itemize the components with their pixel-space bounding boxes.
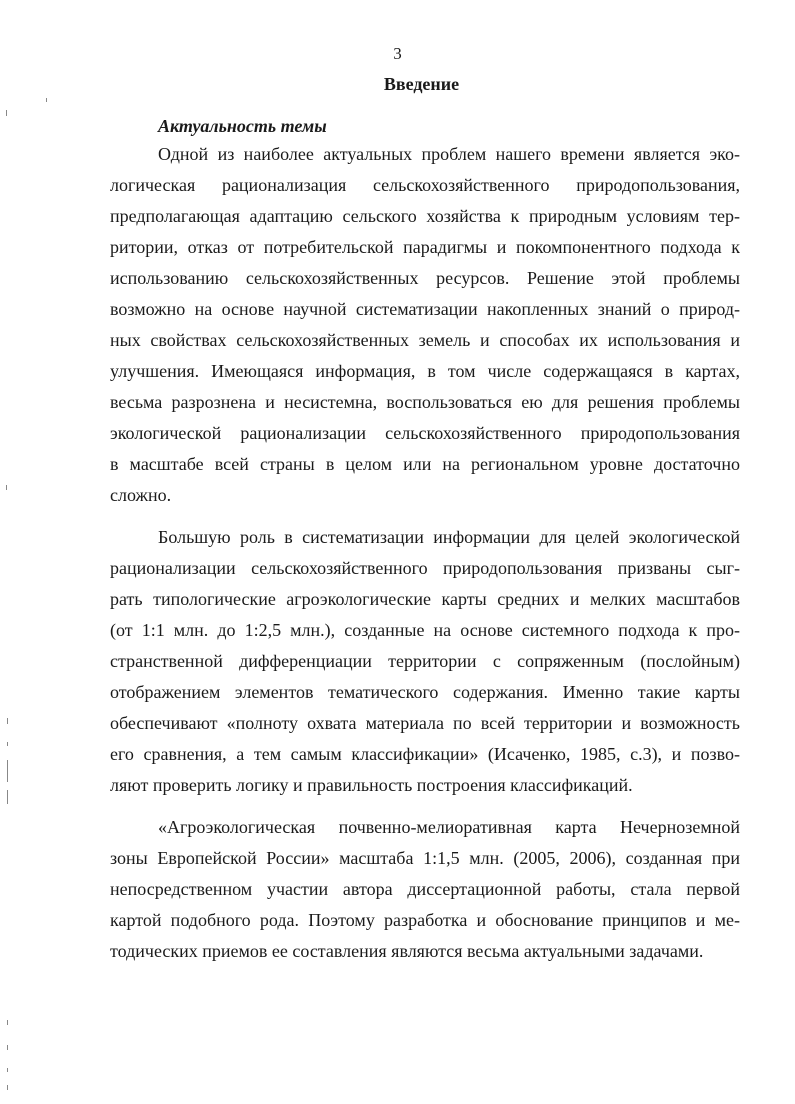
text-line: странственной дифференциации территории с сопряженным (послойным) [110, 651, 740, 671]
text-line: «Агроэкологическая почвенно-мелиоративная карта Нечерноземной [158, 817, 740, 837]
text-line: экологической рационализации сельскохозяйственного природопользования [110, 423, 740, 443]
scan-mark [6, 485, 7, 490]
subheading: Актуальность темы [158, 116, 327, 136]
page-number: 3 [393, 44, 402, 63]
scan-mark [7, 790, 8, 804]
scan-mark [7, 1045, 8, 1050]
paragraph-1 [110, 139, 740, 511]
text-line: картой подобного рода. Поэтому разработка и обоснование принципов и ме- [110, 910, 740, 930]
text-line: логическая рационализация сельскохозяйственного природопользования, [110, 175, 740, 195]
scan-mark [6, 110, 7, 116]
text-line: предполагающая адаптацию сельского хозяйства к природным условиям тер- [110, 206, 740, 226]
scan-mark [7, 1068, 8, 1072]
text-line: использованию сельскохозяйственных ресурсов. Решение этой проблемы [110, 268, 740, 288]
text-line: сложно. [110, 485, 172, 505]
text-line: ритории, отказ от потребительской парадигмы и покомпонентного подхода к [110, 237, 740, 257]
section-heading: Введение [383, 74, 460, 94]
text-line: ляют проверить логику и правильность построения классификаций. [110, 775, 633, 795]
scan-mark [7, 742, 8, 746]
text-line: отображением элементов тематического содержания. Именно такие карты [110, 682, 740, 702]
scan-mark [7, 760, 8, 782]
text-line: рать типологические агроэкологические карты средних и мелких масштабов [110, 589, 740, 609]
text-line: обеспечивают «полноту охвата материала по всей территории и возможность [110, 713, 740, 733]
text-line: (от 1:1 млн. до 1:2,5 млн.), созданные на основе системного подхода к про- [110, 620, 740, 640]
scan-mark [46, 98, 47, 102]
text-line: улучшения. Имеющаяся информация, в том числе содержащаяся в картах, [110, 361, 740, 381]
text-line: рационализации сельскохозяйственного природопользования призваны сыг- [110, 558, 740, 578]
scan-mark [7, 1085, 8, 1090]
scan-mark [7, 718, 8, 724]
paragraph-2 [110, 522, 740, 801]
text-line: зоны Европейской России» масштаба 1:1,5 млн. (2005, 2006), созданная при [110, 848, 740, 868]
scan-mark [7, 1020, 8, 1025]
paragraph-3 [110, 812, 740, 967]
text-line: возможно на основе научной систематизации накопленных знаний о природ- [110, 299, 740, 319]
text-line: непосредственном участии автора диссертационной работы, стала первой [110, 879, 740, 899]
text-line: его сравнения, а тем самым классификации» (Исаченко, 1985, с.3), и позво- [110, 744, 740, 764]
text-line: ных свойствах сельскохозяйственных земель и способах их использования и [110, 330, 740, 350]
text-line: весьма разрознена и несистемна, воспользоваться ею для решения проблемы [110, 392, 740, 412]
text-line: тодических приемов ее составления являются весьма актуальными задачами. [110, 941, 704, 961]
text-line: в масштабе всей страны в целом или на региональном уровне достаточно [110, 454, 740, 474]
text-line: Одной из наиболее актуальных проблем нашего времени является эко- [158, 144, 740, 164]
text-line: Большую роль в систематизации информации для целей экологической [158, 527, 740, 547]
